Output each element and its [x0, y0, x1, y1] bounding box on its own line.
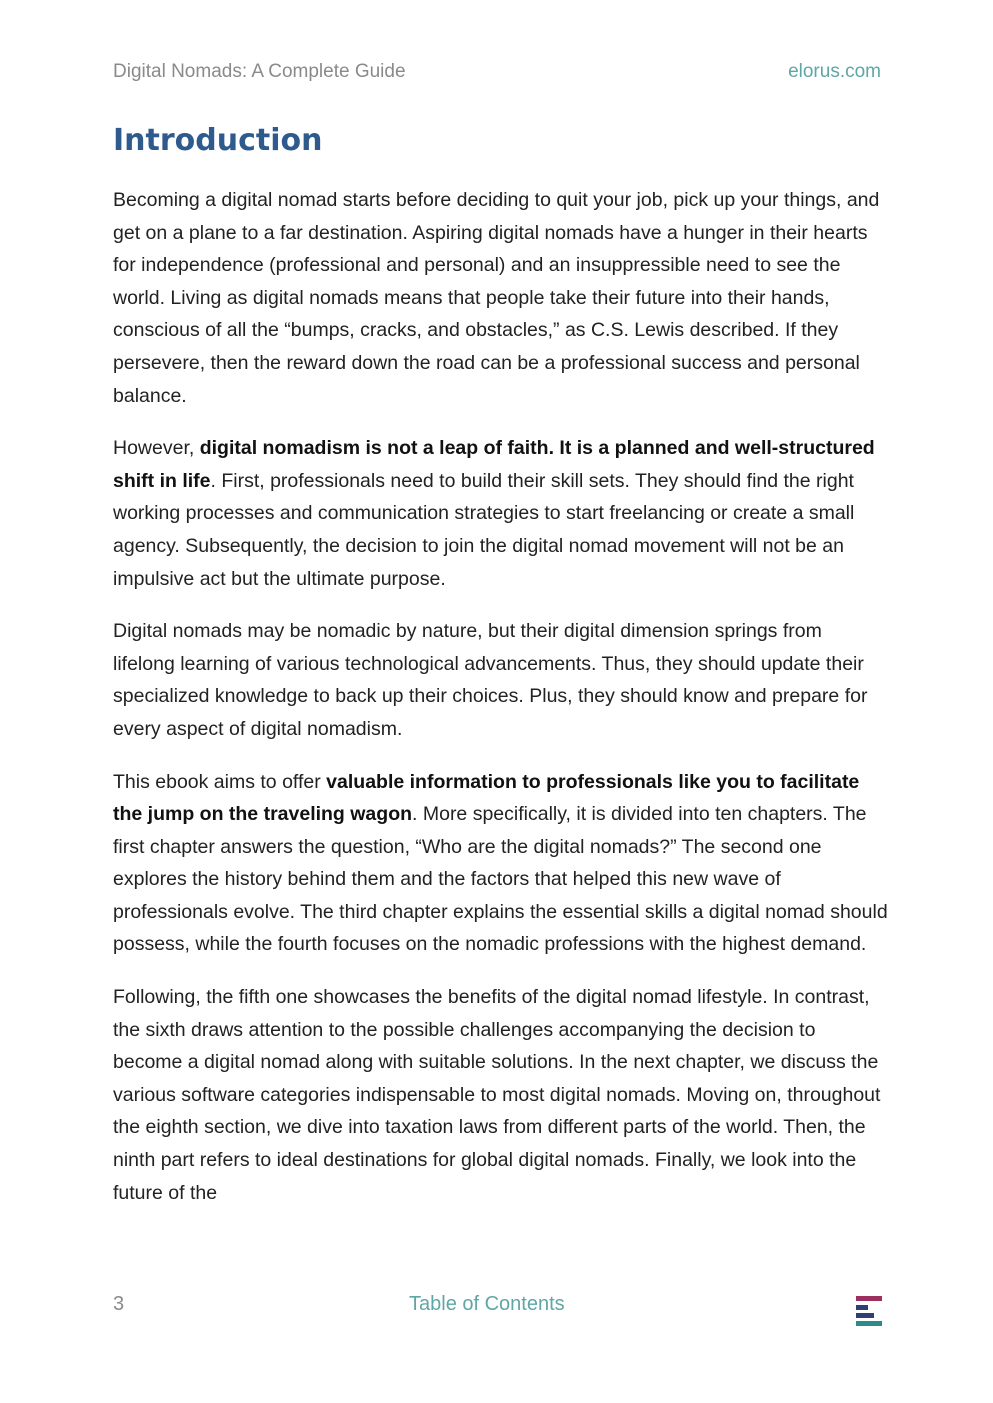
paragraph-4-emphasis: valuable information to professionals like you to facilitate the jump on the traveling wagon [113, 770, 860, 826]
paragraph-1: Becoming a digital nomad starts before deciding to quit your job, pick up your things, and get on a plane to a far destination. Aspiring digital nomads have a hunger in their hearts for independence (professional and personal) and an insuppressible need to see the world. Living as digital nomads means that people take their future into their hands, conscious of all the “bumps, cracks, and obstacles,” as C.S. Lewis described. If they persevere, then the reward down the road can be a professional success and personal balance. [113, 189, 880, 407]
table-of-contents-link[interactable]: Table of Contents [409, 1293, 565, 1315]
logo-bar-middle [856, 1313, 874, 1318]
paragraph-4-rest: . More specifically, it is divided into ten chapters. The first chapter answers the question, “Who are the digital nomads?” The second one explores the history behind them and the factors that helped this new wave of professionals evolve. The third chapter explains the essential skills a digital nomad should possess, while the fourth focuses on the nomadic professions with the highest demand. [113, 803, 888, 956]
paragraph-4-intro: This ebook aims to offer [113, 770, 327, 793]
site-link[interactable]: elorus.com [788, 61, 881, 82]
logo-bar-short [856, 1305, 868, 1310]
elorus-logo-icon [856, 1296, 882, 1328]
paragraph-4 [113, 766, 888, 962]
section-heading: Introduction [113, 123, 323, 158]
logo-bar-bottom [856, 1321, 882, 1326]
paragraph-3: Digital nomads may be nomadic by nature, but their digital dimension springs from lifelong learning of various technological advancements. Thus, they should update their specialized knowledge to back up their choices. Plus, they should know and prepare for every aspect of digital nomadism. [113, 620, 868, 740]
page-number: 3 [113, 1293, 125, 1315]
logo-bar-top [856, 1296, 882, 1301]
paragraph-2-rest: . First, professionals need to build their skill sets. They should find the right working processes and communication strategies to start freelancing or create a small agency. Subsequently, the decision to join the digital nomad movement will not be an impulsive act but the ultimate purpose. [113, 469, 855, 590]
paragraph-2 [113, 432, 888, 595]
paragraph-5: Following, the fifth one showcases the benefits of the digital nomad lifestyle. In contrast, the sixth draws attention to the possible challenges accompanying the decision to become a digital nomad along with suitable solutions. In the next chapter, we discuss the various software categories indispensable to most digital nomads. Moving on, throughout the eighth section, we dive into taxation laws from different parts of the world. Then, the ninth part refers to ideal destinations for global digital nomads. Finally, we look into the future of the [113, 986, 881, 1204]
paragraph-2-intro: However, [113, 437, 200, 460]
body-text [113, 184, 888, 1229]
paragraph-2-emphasis: digital nomadism is not a leap of faith. It is a planned and well-structured shift in life [113, 437, 875, 492]
document-title: Digital Nomads: A Complete Guide [113, 61, 406, 82]
